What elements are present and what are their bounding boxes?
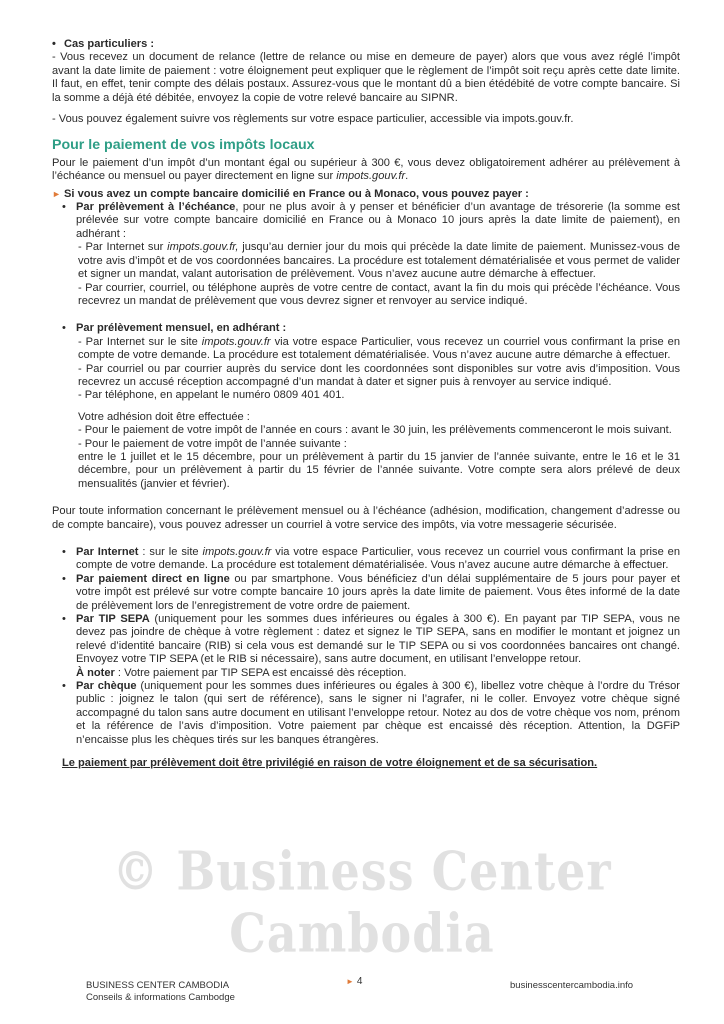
footer-site[interactable]: businesscentercambodia.info bbox=[510, 980, 634, 991]
special-cases-paragraph-2: - Vous pouvez également suivre vos règlements sur votre espace particulier, accessible via impots.gouv.fr. bbox=[52, 113, 574, 126]
list-item-internet: • Par Internet : sur le site impots.gouv.fr via votre espace Particulier, vous recevez un courriel vous confirmant la prise en compte de votre demande. La procédure est totalement dématérialisée. Vous n’avez aucune autre démarche à effectuer. bbox=[62, 546, 681, 572]
page-number: ► 4 bbox=[346, 976, 363, 987]
final-recommendation: Le paiement par prélèvement doit être privilégié en raison de votre éloignement et de sa sécurisation. bbox=[62, 757, 598, 770]
mensuel-telephone: - Par téléphone, en appelant le numéro 0809 401 401. bbox=[78, 389, 345, 402]
list-item-tip-sepa: • Par TIP SEPA (uniquement pour les sommes dues inférieures ou égales à 300 €). En payant par TIP SEPA, vous ne devez pas joindre de chèque à votre règlement : datez et signez le TIP SEPA, sans en modifier le montant et joignez un relevé d’identité bancaire (RIB) si cela vous est demandé sur le TIP SEPA ou si vos coordonnées bancaires ont changé. Envoyez votre TIP SEPA (et le RIB si nécessaire), sans autre document, en utilisant l’enveloppe retour. À noter : Votre paiement par TIP SEPA est encaissé dès réception. bbox=[62, 613, 681, 679]
bullet-icon: • bbox=[62, 201, 66, 214]
mensuel-link[interactable]: impots.gouv.fr bbox=[201, 335, 271, 348]
section-title-local-taxes: Pour le paiement de vos impôts locaux bbox=[52, 137, 315, 154]
bullet-icon: • bbox=[52, 38, 56, 50]
arrow-right-icon: ► bbox=[346, 977, 354, 986]
bullet-icon: • bbox=[62, 572, 66, 585]
adhesion-dates: entre le 1 juillet et le 15 décembre, pour un prélèvement à partir du 15 janvier de l’année suivante, entre le 16 et le 31 décembre, pour un prélèvement à partir du 15 février de l’année suivante. Votre compte sera alors prélevé de deux mensualités (janvier et février). bbox=[78, 450, 680, 490]
arrow-right-icon: ► bbox=[52, 188, 61, 199]
special-cases-paragraph-1: - Vous recevez un document de relance (lettre de relance ou mise en demeure de payer) alors que vous avez réglé l’impôt avant la date limite de paiement : votre éloignement peut expliquer que le règlement de l’impôt soit reçu après cette date limite. Il faut, en effet, tenir compte des délais postaux. Assurez-vous que le montant dû a bien étédébité de votre compte bancaire. Si la somme a déjà été débitée, envoyez la copie de votre relevé bancaire au SIPNR. bbox=[52, 51, 680, 104]
list-item-mensuel: • Par prélèvement mensuel, en adhérant : bbox=[62, 322, 287, 335]
local-intro: Pour le paiement d’un impôt d’un montant égal ou supérieur à 300 €, vous devez obligatoirement adhérer au prélèvement à l’échéance ou mensuel ou payer directement en ligne sur impots.gouv.fr. bbox=[52, 156, 680, 183]
special-cases-heading: • Cas particuliers : bbox=[52, 38, 155, 50]
adhesion-next-year: - Pour le paiement de votre impôt de l’année suivante : bbox=[78, 437, 347, 450]
adhesion-heading: Votre adhésion doit être effectuée : bbox=[78, 410, 250, 423]
intro-link[interactable]: impots.gouv.fr bbox=[336, 170, 406, 183]
arrow-heading: ► Si vous avez un compte bancaire domicilié en France ou à Monaco, vous pouvez payer : bbox=[52, 187, 529, 200]
list-item-direct: • Par paiement direct en ligne ou par smartphone. Vous bénéficiez d’un délai supplémentaire de 5 jours pour payer et votre impôt est prélevé sur votre compte bancaire 10 jours après la date limite de paiement. Vous êtes informé de la date de prélèvement lors de l’enregistrement de votre ordre de paiement. bbox=[62, 572, 680, 612]
list-item-cheque: • Par chèque (uniquement pour les sommes dues inférieures ou égales à 300 €), libellez votre chèque à l’ordre du Trésor public : joignez le talon (qui sert de référence), sans le signer ni l’agrafer, ni le coller. Envoyez votre chèque signé accompagné du talon sans autre document en utilisant l’enveloppe retour. Notez au dos de votre chèque vos nom, prénom et la référence de l’avis d’imposition. Votre paiement par chèque est encaissé dès réception. Attention, la DGFiP n’encaisse plus les chèques tirés sur les banques étrangères. bbox=[62, 680, 680, 746]
info-paragraph: Pour toute information concernant le prélèvement mensuel ou à l’échéance (adhésion, modification, changement d’adresse ou de compte bancaire), vous pouvez adresser un courriel à votre service des impôts, via votre messagerie sécurisée. bbox=[52, 505, 680, 531]
echeance-internet: - Par Internet sur impots.gouv.fr, jusqu’au dernier jour du mois qui précède la date limite de paiement. Munissez-vous de votre avis d’impôt et de vos coordonnées bancaires. La procédure est totalement dématérialisée et vous permet de valider et signer un mandat, valant autorisation de prélèvement. Vous n’avez aucune autre démarche à effectuer. bbox=[78, 241, 680, 281]
internet-link[interactable]: impots.gouv.fr bbox=[202, 546, 272, 558]
watermark: © Business Center Cambodia bbox=[112, 839, 612, 965]
footer-company: BUSINESS CENTER CAMBODIA Conseils & informations Cambodge bbox=[86, 980, 235, 1003]
echeance-link[interactable]: impots.gouv.fr, bbox=[167, 241, 239, 254]
bullet-icon: • bbox=[62, 613, 66, 626]
mensuel-courrier: - Par courriel ou par courrier auprès du service dont les coordonnées sont disponibles sur votre avis d’imposition. Vous recevrez un accusé réception accompagné d’un mandat à dater et signer puis à renvoyer au service indiqué. bbox=[78, 362, 680, 388]
bullet-icon: • bbox=[62, 322, 66, 335]
list-item-echeance: • Par prélèvement à l’échéance, pour ne plus avoir à y penser et bénéficier d’un avantage de trésorerie (la somme est prélevée sur votre compte bancaire domicilié en France ou à Monaco 10 jours après la date limite de paiement), en adhérant : bbox=[62, 201, 680, 240]
echeance-courrier: - Par courrier, courriel, ou téléphone auprès de votre centre de contact, avant la fin du mois qui précède l’échéance. Vous recevrez un mandat de prélèvement que vous devrez signer et renvoyer au service indiqué. bbox=[78, 281, 680, 307]
adhesion-current-year: - Pour le paiement de votre impôt de l’année en cours : avant le 30 juin, les prélèvements commenceront le mois suivant. bbox=[78, 424, 672, 437]
bullet-icon: • bbox=[62, 546, 66, 558]
bullet-icon: • bbox=[62, 680, 66, 693]
page-content bbox=[52, 38, 680, 771]
mensuel-internet: - Par Internet sur le site impots.gouv.fr via votre espace Particulier, vous recevez un courriel vous confirmant la prise en compte de votre demande. La procédure est totalement dématérialisée. Vous n’avez aucune autre démarche à effectuer. bbox=[78, 335, 680, 362]
